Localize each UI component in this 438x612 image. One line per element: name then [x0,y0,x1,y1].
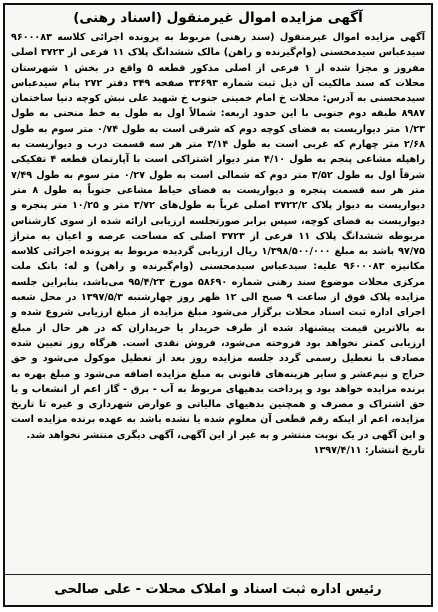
notice-title: آگهی مزایده اموال غیرمنقول (اسناد رهنی) [73,10,363,26]
publication-date: تاریخ انتشار: ۱۳۹۷/۴/۱۱ [313,445,425,457]
notice-body: آگهی مزایده اموال غیرمنقول (سند رهنی) مربوط به پرونده اجرائی کلاسه ۹۶۰۰۰۸۳ سیدعباس سیدمحسنی (وام‌گیرنده و راهن) مالک ششدانگ پلاک ۱۱ فرعی از ۳۷۲۳ اصلی مفروز و مجزا شده از ۱ فرعی از اصلی مذکور قطعه ۵ واقع در بخش ۱ شهرستان محلات که سند مالکیت آن ذیل ثبت شماره ۳۳۶۹۳ صفحه ۳۴۹ دفتر ۲۷۲ بنام سیدعباس سیدمحسنی به آدرس: محلات خ امام خمینی جنوب خ شهید علی نبش کوچه دنیا ساختمان ۸۹۸۷ طبقه دوم جنوبی با این حدود اربعه: شمالاً اول به طول به خط منحنی به طول ۱/۲۳ متر دیواریست به فضای کوچه دوم که شرقی است به طول ۰/۷۴ متر سوم به طول ۲/۶۸ متر چهارم که غربی است به طول ۳/۱۴ متر هر سه قسمت درب و دیواریست به راهپله مشاعی پنجم به طول ۴/۱۰ متر دیوار اشتراکی است با آپارتمان قطعه ۴ تفکیکی شرقاً اول به طول ۳/۵۲ متر دوم که شمالی است به طول ۰/۲۷ متر سوم به طول ۷/۴۹ متر هر سه قسمت پنجره و دیواریست به فضای حیاط مشاعی جنوباً به طول ۸ متر دیواریست به دیوار پلاک ۳۷۲۲/۲ اصلی غرباً به طول‌های ۳/۷۲ متر و ۱۰/۲۵ متر پنجره و دیواریست به فضای کوچه، سپس برابر صورتجلسه ارزیابی ارائه شده از سوی کارشناس مربوطه ششدانگ پلاک ۱۱ فرعی از ۳۷۲۳ اصلی که مساحت عرصه و اعیان به متراژ ۹۷/۷۵ باشد به مبلغ ۱/۳۹۸/۵۰۰/۰۰۰ ریال ارزیابی گردیده مربوط به پرونده اجرائی کلاسه مکانیزه ۹۶۰۰۰۸۳ علیه: سیدعباس سیدمحسنی (وام‌گیرنده و راهن) و له: بانک ملت مرکزی محلات موضوع سند رهنی شماره ۵۸۶۹۰ مورخ ۹۵/۴/۲۳ می‌باشد، بنابراین جلسه مزایده پلاک فوق از ساعت ۹ صبح الی ۱۲ ظهر روز چهارشنبه ۱۳۹۷/۵/۳ در محل شعبه اجرای اداره ثبت اسناد محلات برگزار می‌شود مبلغ مزایده از مبلغ ارزیابی شروع شده و به بالاترین قیمت پیشنهاد شده از طرف خریدار یا خریداران که در هر حال از مبلغ ارزیابی کمتر نخواهد بود فروخته می‌شود، فروش نقدی است. هرگاه روز تعیین شده مصادف با تعطیل رسمی گردد جلسه مزایده روز بعد از تعطیل موکول می‌شود و حق حراج و نیم‌عشر و سایر هزینه‌های قانونی به مبلغ مزایده اضافه می‌شود و مبلغ بهره به برنده مزایده خواهد بود و پرداخت بدهیهای مربوط به آب - برق - گاز اعم از انشعاب و یا حق اشتراک و مصرف و همچنین بدهیهای مالیاتی و عوارض شهرداری و غیره تا تاریخ مزایده، اعم از اینکه رقم قطعی آن معلوم شده یا نشده باشد به عهده برنده مزایده است و این آگهی در یک نوبت منتشر و به غیر از این آگهی، آگهی دیگری منتشر نخواهد شد. [11,32,426,441]
auction-notice [3,3,433,607]
signature-line: رئیس اداره ثبت اسناد و املاک محلات - علی صالحی [5,574,431,605]
